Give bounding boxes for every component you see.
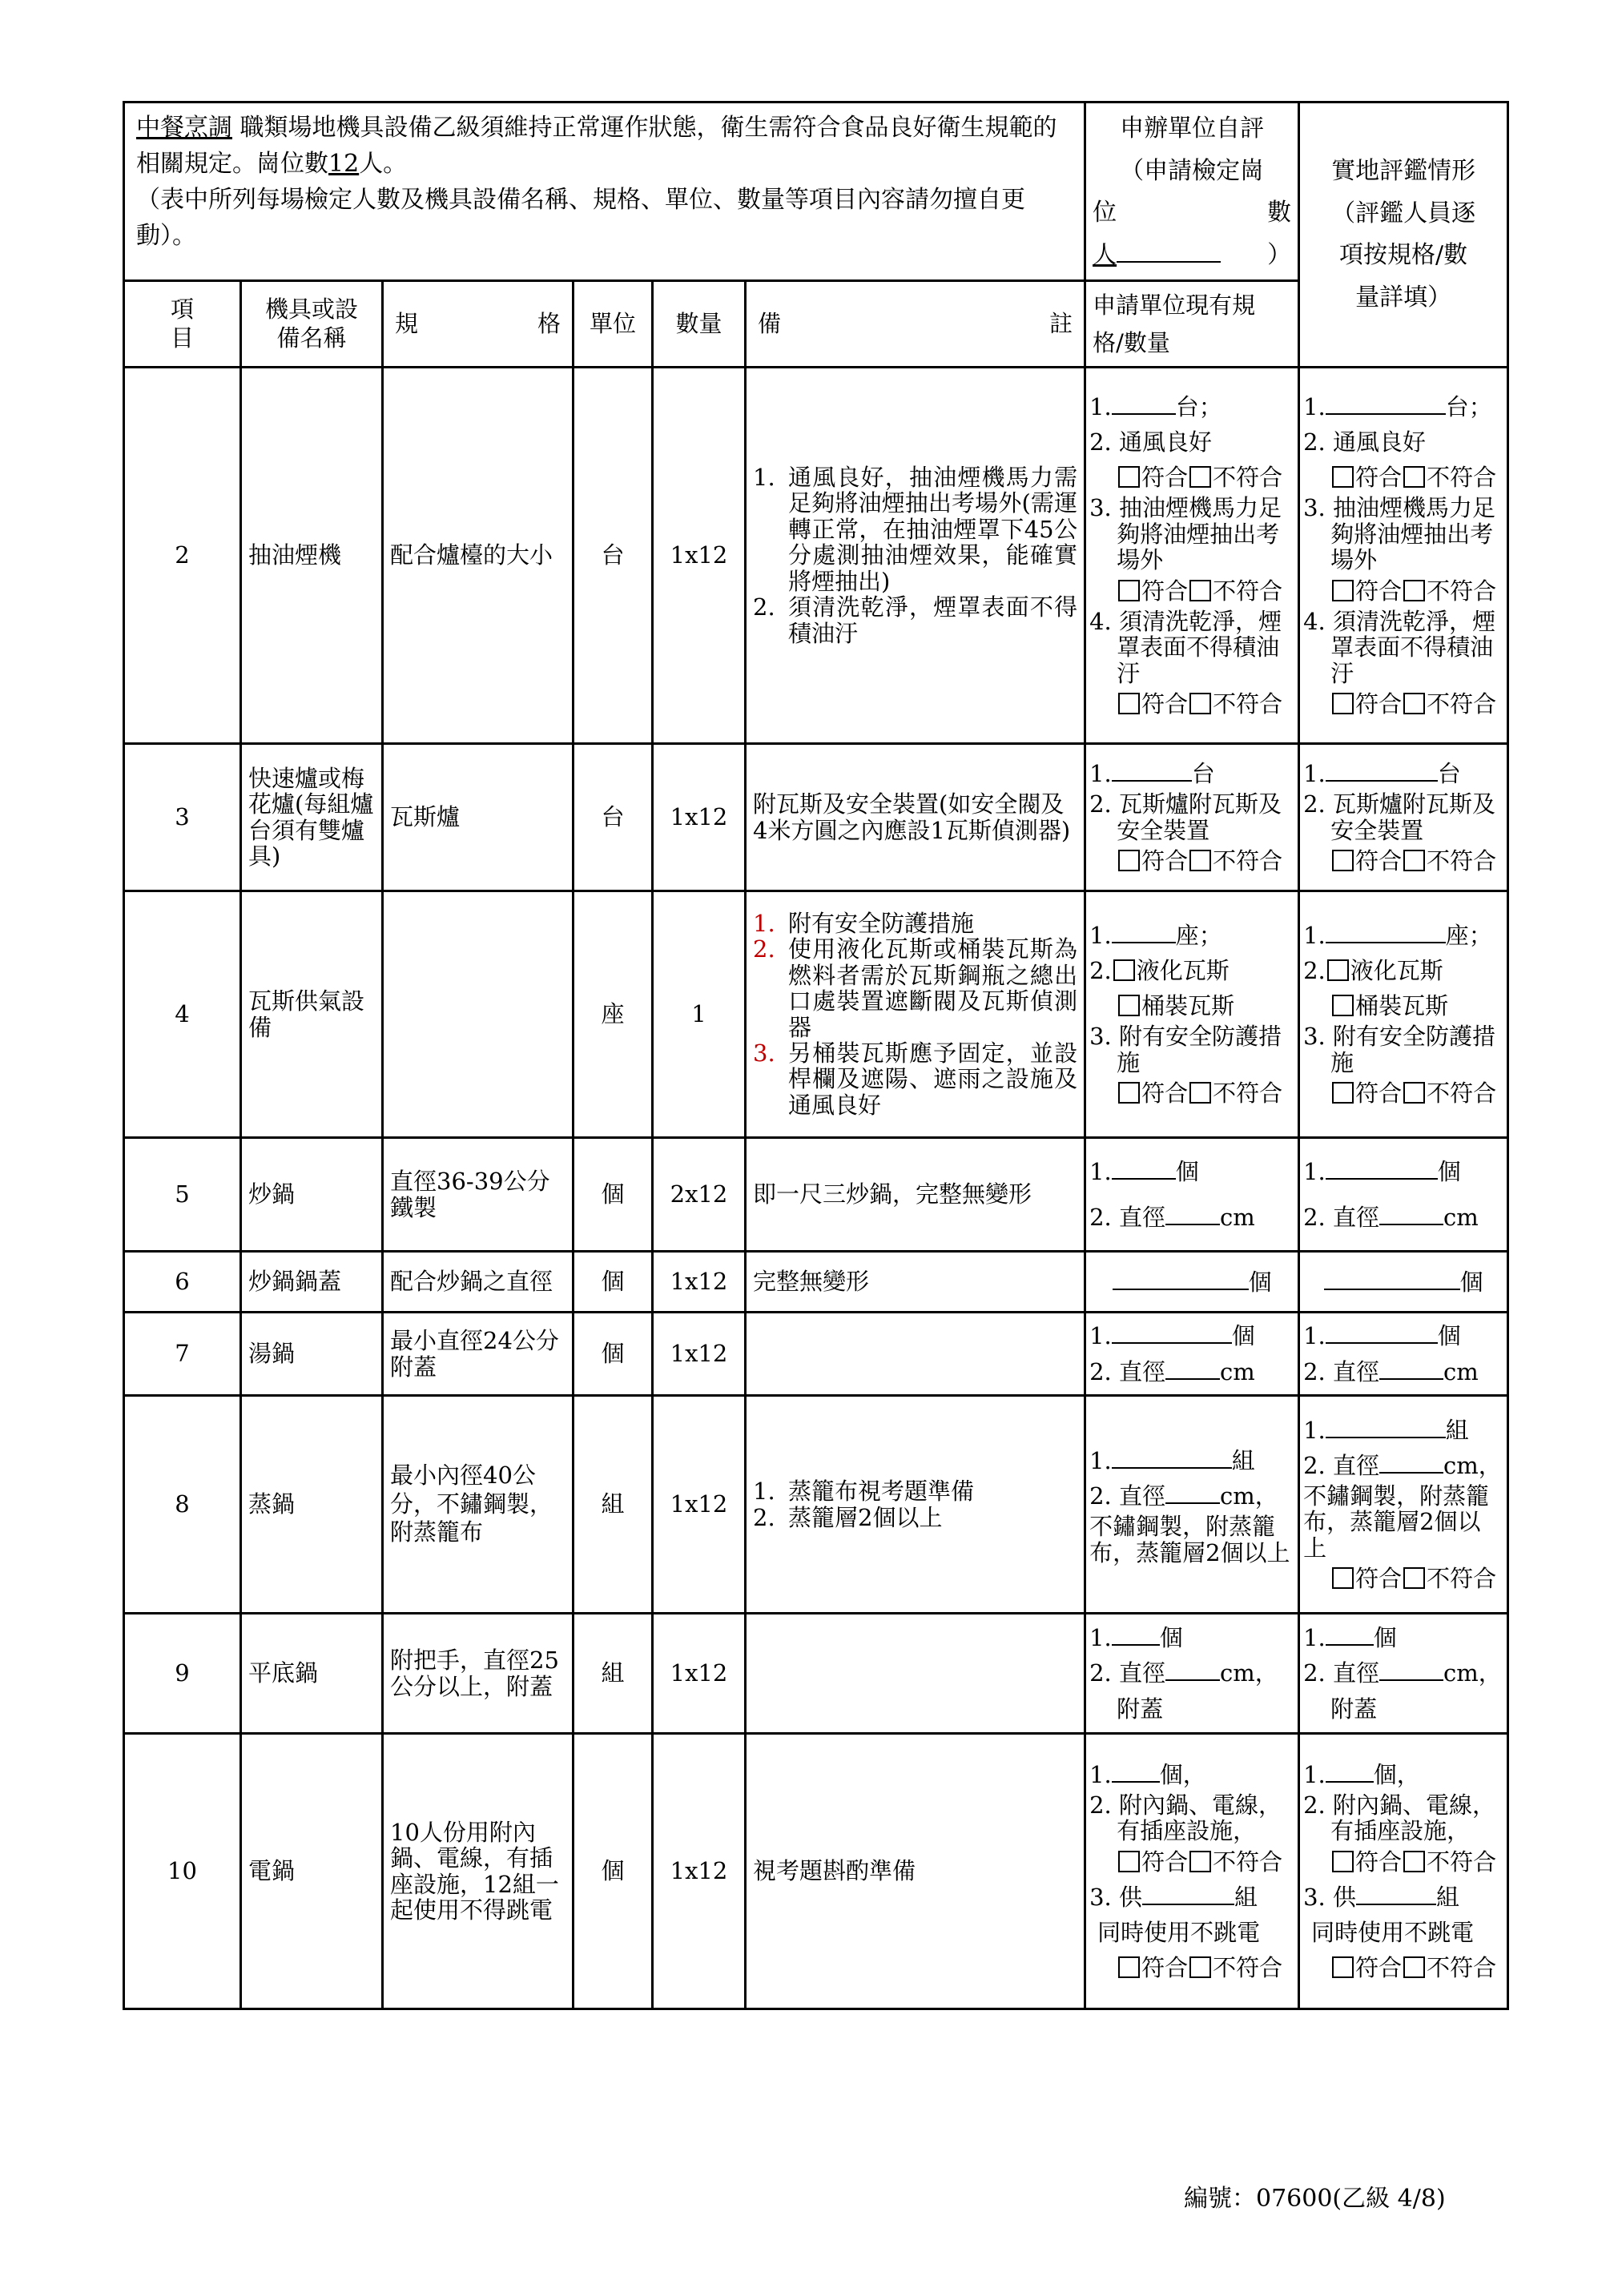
col-spec: 規 格: [383, 281, 574, 368]
checkbox-pass[interactable]: [1332, 1956, 1354, 1978]
checkbox-pass[interactable]: [1118, 1956, 1140, 1978]
checkbox-fail[interactable]: [1189, 580, 1211, 601]
col-remark: 備 註: [746, 281, 1085, 368]
checkbox-pass[interactable]: [1118, 580, 1140, 601]
col-qty: 數量: [653, 281, 746, 368]
checkbox-fail[interactable]: [1189, 1956, 1211, 1978]
checkbox-lpg[interactable]: [1113, 959, 1135, 981]
checkbox-bottled-gas[interactable]: [1118, 995, 1140, 1016]
checkbox-fail[interactable]: [1403, 1851, 1425, 1872]
checkbox-pass[interactable]: [1332, 850, 1354, 871]
checkbox-fail[interactable]: [1189, 693, 1211, 714]
col-current: 申請單位現有規 格/數量: [1085, 281, 1299, 368]
checkbox-fail[interactable]: [1403, 693, 1425, 714]
checkbox-lpg[interactable]: [1327, 959, 1349, 981]
table-row: 4 瓦斯供氣設備 座 1 1. 附有安全防護措施 2. 使用液化瓦斯或桶裝瓦斯為燃料者需於瓦斯鋼瓶之總出口處裝置遮斷閥及瓦斯偵測器 3. 另桶裝瓦斯應予固定，並設桿欄及遮陽、遮雨之設施及通風良好 1. 座； 2. 液化瓦斯 桶裝瓦斯 3. 附有安全防護措施 符合 不符合 1. 座； 2. 液化瓦斯 桶裝瓦斯 3. 附有安全防護措施 符合 不符合: [124, 891, 1508, 1138]
checkbox-pass[interactable]: [1332, 693, 1354, 714]
table-row: 8 蒸鍋 最小內徑40公分，不鏽鋼製，附蒸籠布 組 1x12 1. 蒸籠布視考題準備 2. 蒸籠層2個以上 1. 組 2. 直徑 cm， 不鏽鋼製，附蒸籠布，蒸籠層2個以上 1. 組 2. 直徑 cm， 不鏽鋼製，附蒸籠布，蒸籠層2個以上 符合 不符合: [124, 1396, 1508, 1614]
checkbox-pass[interactable]: [1118, 693, 1140, 714]
checkbox-fail[interactable]: [1189, 1851, 1211, 1872]
table-row: 3 快速爐或梅花爐(每組爐台須有雙爐具) 瓦斯爐 台 1x12 附瓦斯及安全裝置(如安全閥及4米方圓之內應設1瓦斯偵測器) 1. 台 2. 瓦斯爐附瓦斯及安全裝置 符合 不符合 1. 台 2. 瓦斯爐附瓦斯及安全裝置 符合 不符合: [124, 744, 1508, 891]
checkbox-pass[interactable]: [1118, 1082, 1140, 1104]
equipment-table: [123, 101, 1509, 2010]
checkbox-pass[interactable]: [1332, 580, 1354, 601]
checkbox-pass[interactable]: [1118, 1851, 1140, 1872]
checkbox-pass[interactable]: [1332, 1851, 1354, 1872]
checkbox-bottled-gas[interactable]: [1332, 995, 1354, 1016]
self-eval-header: 申辦單位自評 （申請檢定崗 位 數 人 ）: [1085, 103, 1299, 281]
checkbox-pass[interactable]: [1332, 1567, 1354, 1589]
checkbox-fail[interactable]: [1403, 580, 1425, 601]
checkbox-pass[interactable]: [1118, 850, 1140, 871]
col-item: 項 目: [124, 281, 241, 368]
header-description: [124, 103, 1085, 281]
header-title: 中餐烹調: [136, 114, 232, 142]
table-row: 2 抽油煙機 配合爐檯的大小 台 1x12 1. 通風良好，抽油煙機馬力需足夠將油煙抽出考場外(需運轉正常，在抽油煙罩下45公分處測抽油煙效果，能確實將煙抽出) 2. 須清洗乾淨，煙罩表面不得積油汙 1. 台； 2. 通風良好 符合 不符合 3. 抽油煙機馬力足夠將油煙抽出考場外 符合 不符合 4. 須清洗乾淨，煙罩表面不得積油汙 符合 不符合 1. 台； 2. 通風良好 符合 不符合 3. 抽油煙機馬力足夠將油煙抽出考場外 符合 不符合 4. 須清洗乾淨，煙罩表面不得積油汙 符合 不符合: [124, 368, 1508, 744]
checkbox-pass[interactable]: [1118, 466, 1140, 488]
checkbox-pass[interactable]: [1332, 1082, 1354, 1104]
self-eval-cell: 1. 台； 2. 通風良好 符合 不符合 3. 抽油煙機馬力足夠將油煙抽出考場外 符合 不符合 4. 須清洗乾淨，煙罩表面不得積油汙 符合 不符合: [1085, 368, 1299, 744]
col-unit: 單位: [574, 281, 653, 368]
checkbox-fail[interactable]: [1189, 1082, 1211, 1104]
header-note: （表中所列每場檢定人數及機具設備名稱、規格、單位、數量等項目內容請勿擅自更動）。: [136, 186, 1025, 250]
posts-count: 12: [328, 150, 360, 178]
header-title-rest: 職類場地機具設備乙級須維持正常運作狀態，衛生需符合食品良好衛生規範的相關規定。崗位數: [136, 114, 1057, 178]
table-row: 9 平底鍋 附把手，直徑25公分以上，附蓋 組 1x12 1. 個 2. 直徑 cm， 附蓋 1. 個 2. 直徑 cm， 附蓋: [124, 1614, 1508, 1734]
table-row: 7 湯鍋 最小直徑24公分附蓋 個 1x12 1. 個 2. 直徑 cm 1. 個 2. 直徑 cm: [124, 1313, 1508, 1396]
checkbox-fail[interactable]: [1403, 850, 1425, 871]
table-row: 10 電鍋 10人份用附內鍋、電線，有插座設施，12組一起使用不得跳電 個 1x12 視考題斟酌準備 1. 個， 2. 附內鍋、電線，有插座設施， 符合 不符合 3. 供 組 同時使用不跳電 符合 不符合 1. 個， 2. 附內鍋、電線，有插座設施， 符合 不符合 3. 供 組 同時使用不跳電 符合 不符合: [124, 1734, 1508, 2009]
checkbox-fail[interactable]: [1403, 1956, 1425, 1978]
posts-unit: 人。: [359, 150, 408, 178]
checkbox-pass[interactable]: [1332, 466, 1354, 488]
checkbox-fail[interactable]: [1403, 1082, 1425, 1104]
checkbox-fail[interactable]: [1403, 466, 1425, 488]
checkbox-fail[interactable]: [1189, 850, 1211, 871]
col-name: 機具或設 備名稱: [241, 281, 383, 368]
checkbox-fail[interactable]: [1189, 466, 1211, 488]
site-eval-cell: 1. 台； 2. 通風良好 符合 不符合 3. 抽油煙機馬力足夠將油煙抽出考場外 符合 不符合 4. 須清洗乾淨，煙罩表面不得積油汙 符合 不符合: [1299, 368, 1508, 744]
onsite-eval-header: 實地評鑑情形 （評鑑人員逐 項按規格/數 量詳填）: [1299, 103, 1508, 368]
table-row: 6 炒鍋鍋蓋 配合炒鍋之直徑 個 1x12 完整無變形 個 個: [124, 1252, 1508, 1313]
checkbox-fail[interactable]: [1403, 1567, 1425, 1589]
page-footer-code: 編號：07600(乙級 4/8): [1184, 2185, 1446, 2213]
table-row: 5 炒鍋 直徑36-39公分鐵製 個 2x12 即一尺三炒鍋，完整無變形 1. 個 2. 直徑 cm 1. 個 2. 直徑 cm: [124, 1138, 1508, 1252]
